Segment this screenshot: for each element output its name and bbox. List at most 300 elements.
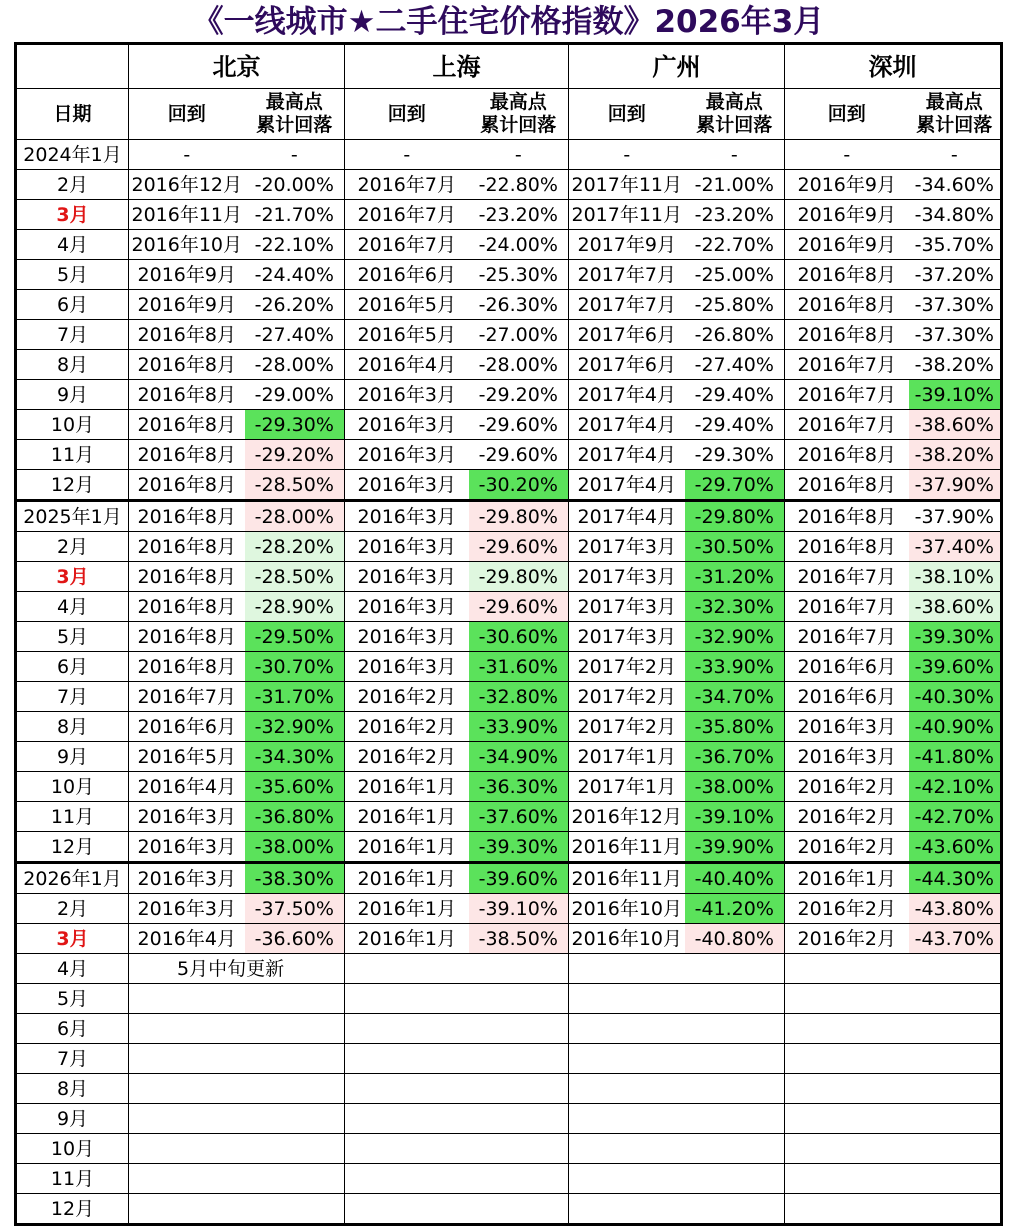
back-to-month-cell-shanghai: 2016年3月 (345, 501, 469, 532)
back-to-month-cell-shanghai: 2016年3月 (345, 470, 469, 501)
date-cell: 8月 (16, 1074, 129, 1104)
decline-cell-guangzhou: -40.40% (685, 863, 785, 894)
table-row (16, 1014, 1002, 1044)
back-to-month-cell-shenzhen: 2016年7月 (785, 592, 909, 622)
back-to-month-cell-shanghai: 2016年3月 (345, 592, 469, 622)
back-to-month-cell-beijing: 2016年8月 (129, 622, 245, 652)
decline-cell-shenzhen: -42.70% (909, 802, 1002, 832)
back-to-month-cell-guangzhou: 2017年4月 (569, 501, 685, 532)
back-to-month-cell-beijing: 2016年8月 (129, 350, 245, 380)
back-to-month-cell-shenzhen: 2016年7月 (785, 380, 909, 410)
empty-cell-shanghai (345, 954, 569, 984)
decline-cell-beijing: -35.60% (245, 772, 345, 802)
decline-cell-shenzhen: -34.60% (909, 170, 1002, 200)
decline-cell-beijing: - (245, 140, 345, 170)
table-row (16, 410, 1002, 440)
back-to-month-cell-beijing: 2016年4月 (129, 924, 245, 954)
back-to-month-cell-shenzhen: 2016年7月 (785, 622, 909, 652)
back-to-month-cell-shenzhen: 2016年2月 (785, 894, 909, 924)
date-cell: 8月 (16, 350, 129, 380)
decline-cell-guangzhou: -32.90% (685, 622, 785, 652)
table-row (16, 622, 1002, 652)
date-cell: 2024年1月 (16, 140, 129, 170)
back-to-month-cell-shenzhen: 2016年3月 (785, 742, 909, 772)
back-to-month-cell-guangzhou: 2017年3月 (569, 532, 685, 562)
table-row (16, 1164, 1002, 1194)
back-to-month-cell-beijing: 2016年4月 (129, 772, 245, 802)
back-to-header: 回到 (129, 89, 245, 140)
table-row (16, 1104, 1002, 1134)
decline-cell-shanghai: -32.80% (469, 682, 569, 712)
date-cell: 7月 (16, 320, 129, 350)
decline-cell-beijing: -28.90% (245, 592, 345, 622)
decline-header (685, 89, 785, 140)
table-row (16, 562, 1002, 592)
back-to-month-cell-beijing: - (129, 140, 245, 170)
date-cell: 12月 (16, 832, 129, 863)
decline-cell-shenzhen: -39.30% (909, 622, 1002, 652)
date-cell: 3月 (16, 924, 129, 954)
date-cell: 11月 (16, 802, 129, 832)
back-to-month-cell-beijing: 2016年8月 (129, 320, 245, 350)
decline-cell-guangzhou: -25.80% (685, 290, 785, 320)
decline-header-line1: 最高点 (489, 91, 547, 113)
table-row (16, 894, 1002, 924)
decline-cell-guangzhou: -39.90% (685, 832, 785, 863)
decline-cell-guangzhou: -32.30% (685, 592, 785, 622)
decline-cell-shenzhen: -39.10% (909, 380, 1002, 410)
decline-cell-shanghai: -29.80% (469, 501, 569, 532)
decline-cell-shanghai: -36.30% (469, 772, 569, 802)
back-to-month-cell-beijing: 2016年8月 (129, 501, 245, 532)
decline-cell-shenzhen: -43.70% (909, 924, 1002, 954)
city-header-shenzhen: 深圳 (785, 44, 1002, 89)
back-to-month-cell-beijing: 2016年8月 (129, 410, 245, 440)
empty-cell-guangzhou (569, 954, 785, 984)
back-to-month-cell-shenzhen: 2016年3月 (785, 712, 909, 742)
empty-cell-beijing (129, 1014, 345, 1044)
back-to-month-cell-beijing: 2016年3月 (129, 802, 245, 832)
table-row (16, 592, 1002, 622)
back-to-month-cell-shanghai: 2016年5月 (345, 320, 469, 350)
table-row (16, 984, 1002, 1014)
empty-cell-guangzhou (569, 1074, 785, 1104)
empty-cell-guangzhou (569, 1164, 785, 1194)
decline-cell-shenzhen: -37.40% (909, 532, 1002, 562)
empty-cell-guangzhou (569, 1134, 785, 1164)
back-to-month-cell-guangzhou: 2017年2月 (569, 682, 685, 712)
decline-cell-shenzhen: -38.10% (909, 562, 1002, 592)
back-to-month-cell-beijing: 2016年8月 (129, 592, 245, 622)
table-row (16, 140, 1002, 170)
table-row (16, 1044, 1002, 1074)
table-row (16, 501, 1002, 532)
back-to-month-cell-guangzhou: 2016年11月 (569, 832, 685, 863)
empty-cell-beijing (129, 1134, 345, 1164)
decline-cell-shanghai: -26.30% (469, 290, 569, 320)
empty-cell-shenzhen (785, 1134, 1002, 1164)
table-row (16, 320, 1002, 350)
decline-cell-shenzhen: -38.20% (909, 350, 1002, 380)
back-to-month-cell-shenzhen: 2016年8月 (785, 260, 909, 290)
city-header-beijing: 北京 (129, 44, 345, 89)
date-cell: 12月 (16, 470, 129, 501)
decline-cell-beijing: -28.20% (245, 532, 345, 562)
decline-cell-beijing: -22.10% (245, 230, 345, 260)
date-cell: 5月 (16, 622, 129, 652)
empty-cell-shenzhen (785, 984, 1002, 1014)
decline-header (245, 89, 345, 140)
decline-cell-shanghai: -31.60% (469, 652, 569, 682)
table-row (16, 682, 1002, 712)
decline-header-line2: 累计回落 (916, 114, 993, 136)
page-title: 《一线城市★二手住宅价格指数》2026年3月 (192, 4, 825, 40)
back-to-month-cell-shanghai: 2016年3月 (345, 532, 469, 562)
table-row (16, 200, 1002, 230)
decline-cell-guangzhou: -21.00% (685, 170, 785, 200)
decline-header-line2: 累计回落 (256, 114, 333, 136)
date-cell: 11月 (16, 1164, 129, 1194)
decline-cell-shenzhen: -44.30% (909, 863, 1002, 894)
decline-cell-shenzhen: -43.60% (909, 832, 1002, 863)
empty-cell-shenzhen (785, 1194, 1002, 1225)
decline-cell-shanghai: -29.60% (469, 410, 569, 440)
date-cell: 4月 (16, 592, 129, 622)
back-to-month-cell-shanghai: 2016年6月 (345, 260, 469, 290)
column-header-row (16, 89, 1002, 140)
empty-cell-guangzhou (569, 1014, 785, 1044)
date-cell: 3月 (16, 562, 129, 592)
back-to-month-cell-shenzhen: 2016年7月 (785, 562, 909, 592)
back-to-month-cell-beijing: 2016年8月 (129, 470, 245, 501)
table-row (16, 470, 1002, 501)
back-to-month-cell-guangzhou: 2017年4月 (569, 380, 685, 410)
back-to-month-cell-shenzhen: 2016年2月 (785, 802, 909, 832)
decline-cell-beijing: -38.30% (245, 863, 345, 894)
decline-cell-beijing: -28.00% (245, 501, 345, 532)
empty-cell-guangzhou (569, 1194, 785, 1225)
table-row (16, 1074, 1002, 1104)
back-to-month-cell-guangzhou: 2017年7月 (569, 260, 685, 290)
table-row (16, 954, 1002, 984)
table-row (16, 863, 1002, 894)
decline-cell-guangzhou: -35.80% (685, 712, 785, 742)
empty-cell-guangzhou (569, 1044, 785, 1074)
back-to-month-cell-shenzhen: 2016年6月 (785, 682, 909, 712)
empty-cell-beijing (129, 1044, 345, 1074)
date-cell: 12月 (16, 1194, 129, 1225)
decline-cell-beijing: -29.50% (245, 622, 345, 652)
decline-cell-beijing: -36.60% (245, 924, 345, 954)
back-to-month-cell-guangzhou: 2017年11月 (569, 170, 685, 200)
back-to-month-cell-guangzhou: 2017年3月 (569, 592, 685, 622)
date-cell: 6月 (16, 652, 129, 682)
date-cell: 9月 (16, 742, 129, 772)
back-to-month-cell-guangzhou: 2017年9月 (569, 230, 685, 260)
decline-cell-guangzhou: -25.00% (685, 260, 785, 290)
decline-cell-shenzhen: -37.30% (909, 290, 1002, 320)
back-to-month-cell-guangzhou: 2016年11月 (569, 863, 685, 894)
back-to-month-cell-beijing: 2016年8月 (129, 562, 245, 592)
back-to-header: 回到 (785, 89, 909, 140)
date-cell: 10月 (16, 772, 129, 802)
back-to-month-cell-shenzhen: 2016年6月 (785, 652, 909, 682)
back-to-month-cell-beijing: 2016年9月 (129, 260, 245, 290)
table-row (16, 260, 1002, 290)
decline-cell-beijing: -29.20% (245, 440, 345, 470)
back-to-month-cell-guangzhou: 2016年10月 (569, 894, 685, 924)
back-to-month-cell-shenzhen: 2016年9月 (785, 200, 909, 230)
back-to-month-cell-shenzhen: 2016年7月 (785, 350, 909, 380)
back-to-month-cell-beijing: 2016年7月 (129, 682, 245, 712)
back-to-month-cell-shenzhen: 2016年8月 (785, 320, 909, 350)
back-to-month-cell-shanghai: 2016年3月 (345, 622, 469, 652)
decline-cell-shanghai: -39.30% (469, 832, 569, 863)
decline-cell-guangzhou: -29.40% (685, 410, 785, 440)
empty-cell-beijing (129, 1164, 345, 1194)
empty-cell-guangzhou (569, 1104, 785, 1134)
update-note-cell: 5月中旬更新 (129, 954, 345, 984)
back-to-month-cell-shanghai: 2016年7月 (345, 200, 469, 230)
decline-cell-beijing: -28.00% (245, 350, 345, 380)
back-to-month-cell-shanghai: 2016年3月 (345, 380, 469, 410)
decline-cell-beijing: -38.00% (245, 832, 345, 863)
empty-cell-shenzhen (785, 954, 1002, 984)
back-to-month-cell-guangzhou: 2017年11月 (569, 200, 685, 230)
decline-cell-shanghai: -25.30% (469, 260, 569, 290)
decline-cell-shanghai: -34.90% (469, 742, 569, 772)
back-to-month-cell-guangzhou: 2017年2月 (569, 652, 685, 682)
decline-cell-guangzhou: -29.80% (685, 501, 785, 532)
empty-cell-shenzhen (785, 1074, 1002, 1104)
empty-cell-beijing (129, 1104, 345, 1134)
back-to-month-cell-shanghai: 2016年2月 (345, 742, 469, 772)
decline-cell-guangzhou: -36.70% (685, 742, 785, 772)
decline-cell-guangzhou: - (685, 140, 785, 170)
decline-cell-beijing: -29.30% (245, 410, 345, 440)
back-to-month-cell-shenzhen: 2016年2月 (785, 924, 909, 954)
decline-cell-shenzhen: -35.70% (909, 230, 1002, 260)
decline-cell-shenzhen: -37.90% (909, 501, 1002, 532)
date-cell: 11月 (16, 440, 129, 470)
decline-cell-guangzhou: -26.80% (685, 320, 785, 350)
empty-cell-shanghai (345, 1044, 569, 1074)
decline-cell-beijing: -36.80% (245, 802, 345, 832)
decline-cell-shenzhen: -40.30% (909, 682, 1002, 712)
back-to-month-cell-guangzhou: 2017年6月 (569, 320, 685, 350)
date-cell: 3月 (16, 200, 129, 230)
date-cell: 7月 (16, 682, 129, 712)
decline-cell-guangzhou: -23.20% (685, 200, 785, 230)
empty-cell-shanghai (345, 1164, 569, 1194)
decline-header (909, 89, 1002, 140)
decline-cell-beijing: -29.00% (245, 380, 345, 410)
decline-cell-guangzhou: -27.40% (685, 350, 785, 380)
table-row (16, 532, 1002, 562)
back-to-month-cell-beijing: 2016年5月 (129, 742, 245, 772)
back-to-month-cell-shenzhen: 2016年1月 (785, 863, 909, 894)
decline-cell-guangzhou: -22.70% (685, 230, 785, 260)
date-cell: 9月 (16, 1104, 129, 1134)
decline-cell-beijing: -28.50% (245, 562, 345, 592)
back-to-header: 回到 (569, 89, 685, 140)
date-cell: 6月 (16, 290, 129, 320)
back-to-month-cell-beijing: 2016年10月 (129, 230, 245, 260)
back-to-month-cell-shanghai: 2016年3月 (345, 562, 469, 592)
back-to-month-cell-shenzhen: 2016年2月 (785, 772, 909, 802)
date-cell: 2月 (16, 170, 129, 200)
table-row (16, 1194, 1002, 1225)
table-row (16, 170, 1002, 200)
back-to-month-cell-shenzhen: 2016年8月 (785, 501, 909, 532)
date-column-header: 日期 (16, 89, 129, 140)
decline-cell-shenzhen: -38.60% (909, 592, 1002, 622)
decline-cell-shanghai: -30.20% (469, 470, 569, 501)
back-to-month-cell-shenzhen: 2016年8月 (785, 440, 909, 470)
decline-cell-shanghai: -22.80% (469, 170, 569, 200)
decline-cell-shanghai: -23.20% (469, 200, 569, 230)
decline-cell-shanghai: -38.50% (469, 924, 569, 954)
empty-cell-shanghai (345, 1104, 569, 1134)
back-to-month-cell-shanghai: 2016年1月 (345, 863, 469, 894)
table-row (16, 772, 1002, 802)
back-to-month-cell-guangzhou: 2016年10月 (569, 924, 685, 954)
decline-cell-beijing: -34.30% (245, 742, 345, 772)
back-to-month-cell-shenzhen: 2016年8月 (785, 290, 909, 320)
back-to-month-cell-guangzhou: - (569, 140, 685, 170)
date-cell: 4月 (16, 230, 129, 260)
back-to-month-cell-beijing: 2016年3月 (129, 894, 245, 924)
decline-cell-shenzhen: -43.80% (909, 894, 1002, 924)
table-row (16, 290, 1002, 320)
decline-cell-shanghai: -29.60% (469, 592, 569, 622)
back-to-month-cell-beijing: 2016年6月 (129, 712, 245, 742)
decline-cell-shanghai: - (469, 140, 569, 170)
back-to-month-cell-shanghai: 2016年2月 (345, 712, 469, 742)
decline-cell-shanghai: -29.60% (469, 440, 569, 470)
decline-header-line1: 最高点 (705, 91, 763, 113)
back-to-month-cell-guangzhou: 2017年3月 (569, 562, 685, 592)
date-cell: 9月 (16, 380, 129, 410)
back-to-month-cell-beijing: 2016年8月 (129, 652, 245, 682)
back-to-month-cell-shanghai: 2016年1月 (345, 772, 469, 802)
decline-cell-beijing: -31.70% (245, 682, 345, 712)
decline-cell-guangzhou: -40.80% (685, 924, 785, 954)
back-to-month-cell-beijing: 2016年3月 (129, 832, 245, 863)
decline-cell-beijing: -28.50% (245, 470, 345, 501)
back-to-month-cell-shanghai: 2016年1月 (345, 802, 469, 832)
decline-header-line2: 累计回落 (696, 114, 773, 136)
empty-cell-shanghai (345, 984, 569, 1014)
empty-cell-beijing (129, 1194, 345, 1225)
decline-cell-beijing: -21.70% (245, 200, 345, 230)
decline-cell-shanghai: -37.60% (469, 802, 569, 832)
back-to-month-cell-shenzhen: 2016年8月 (785, 470, 909, 501)
table-row (16, 832, 1002, 863)
decline-header-line1: 最高点 (265, 91, 323, 113)
decline-cell-shenzhen: -34.80% (909, 200, 1002, 230)
back-to-month-cell-shanghai: 2016年3月 (345, 440, 469, 470)
date-cell: 7月 (16, 1044, 129, 1074)
decline-header (469, 89, 569, 140)
table-row (16, 230, 1002, 260)
back-to-month-cell-shanghai: 2016年3月 (345, 410, 469, 440)
back-to-month-cell-guangzhou: 2016年12月 (569, 802, 685, 832)
decline-cell-shanghai: -27.00% (469, 320, 569, 350)
back-to-month-cell-guangzhou: 2017年4月 (569, 410, 685, 440)
decline-cell-shenzhen: - (909, 140, 1002, 170)
table-row (16, 652, 1002, 682)
back-to-month-cell-shanghai: 2016年5月 (345, 290, 469, 320)
empty-cell-shenzhen (785, 1044, 1002, 1074)
back-to-month-cell-guangzhou: 2017年2月 (569, 712, 685, 742)
empty-cell-shanghai (345, 1134, 569, 1164)
back-to-month-cell-beijing: 2016年8月 (129, 532, 245, 562)
decline-cell-shenzhen: -42.10% (909, 772, 1002, 802)
decline-cell-shanghai: -29.80% (469, 562, 569, 592)
decline-cell-shanghai: -39.60% (469, 863, 569, 894)
back-to-month-cell-beijing: 2016年8月 (129, 380, 245, 410)
corner-cell (16, 44, 129, 89)
date-cell: 6月 (16, 1014, 129, 1044)
back-to-month-cell-shanghai: 2016年4月 (345, 350, 469, 380)
decline-cell-guangzhou: -29.70% (685, 470, 785, 501)
back-to-month-cell-shenzhen: - (785, 140, 909, 170)
decline-cell-guangzhou: -29.40% (685, 380, 785, 410)
empty-cell-guangzhou (569, 984, 785, 1014)
empty-cell-shanghai (345, 1194, 569, 1225)
decline-cell-beijing: -26.20% (245, 290, 345, 320)
date-cell: 10月 (16, 1134, 129, 1164)
date-cell: 10月 (16, 410, 129, 440)
date-cell: 5月 (16, 260, 129, 290)
back-to-month-cell-shanghai: 2016年7月 (345, 230, 469, 260)
back-to-month-cell-shanghai: 2016年2月 (345, 682, 469, 712)
empty-cell-shanghai (345, 1074, 569, 1104)
decline-cell-shenzhen: -38.20% (909, 440, 1002, 470)
decline-cell-shanghai: -24.00% (469, 230, 569, 260)
table-row (16, 1134, 1002, 1164)
decline-cell-shanghai: -29.20% (469, 380, 569, 410)
decline-cell-beijing: -27.40% (245, 320, 345, 350)
back-to-month-cell-guangzhou: 2017年6月 (569, 350, 685, 380)
date-cell: 2025年1月 (16, 501, 129, 532)
date-cell: 2026年1月 (16, 863, 129, 894)
decline-cell-shenzhen: -41.80% (909, 742, 1002, 772)
back-to-month-cell-shanghai: 2016年1月 (345, 894, 469, 924)
date-cell: 8月 (16, 712, 129, 742)
back-to-month-cell-beijing: 2016年9月 (129, 290, 245, 320)
empty-cell-beijing (129, 984, 345, 1014)
decline-cell-shenzhen: -39.60% (909, 652, 1002, 682)
back-to-month-cell-shanghai: 2016年1月 (345, 924, 469, 954)
back-to-month-cell-beijing: 2016年11月 (129, 200, 245, 230)
decline-cell-guangzhou: -29.30% (685, 440, 785, 470)
decline-cell-guangzhou: -34.70% (685, 682, 785, 712)
decline-cell-shanghai: -39.10% (469, 894, 569, 924)
decline-cell-shanghai: -28.00% (469, 350, 569, 380)
table-row (16, 712, 1002, 742)
back-to-month-cell-shanghai: 2016年7月 (345, 170, 469, 200)
decline-cell-beijing: -37.50% (245, 894, 345, 924)
back-to-month-cell-shenzhen: 2016年9月 (785, 170, 909, 200)
empty-cell-shenzhen (785, 1104, 1002, 1134)
empty-cell-shanghai (345, 1014, 569, 1044)
table-row (16, 440, 1002, 470)
decline-cell-beijing: -32.90% (245, 712, 345, 742)
back-to-month-cell-beijing: 2016年3月 (129, 863, 245, 894)
decline-cell-beijing: -20.00% (245, 170, 345, 200)
